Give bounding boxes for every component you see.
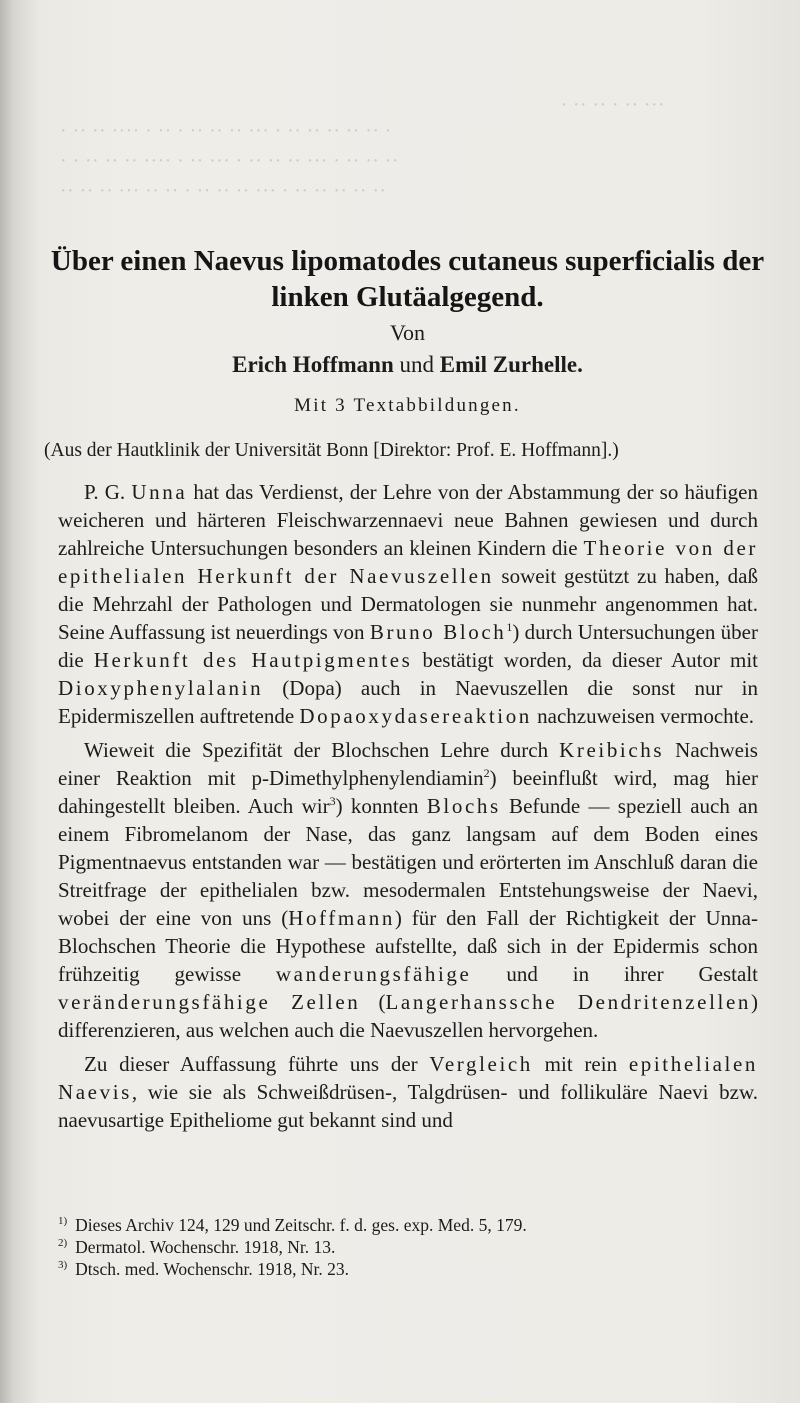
show-through-text: ··· ·· · ·· ·· · [560,94,665,116]
text-run: , wie sie als Schweißdrüsen-, Talgdrüsen- und follikuläre Naevi bzw. naevusartige Epitheliome gut bekannt sind und [58,1080,758,1132]
spaced-emphasis: Bruno Bloch [369,620,507,644]
spaced-emphasis: Dopaoxydasereaktion [299,704,532,728]
footnote-text: Dtsch. med. Wochenschr. 1918, Nr. 23. [75,1259,350,1279]
text-run: Wieweit die Spezifität der Blochschen Lehre durch [84,738,560,762]
author-zurhelle: Emil Zurhelle. [439,352,583,377]
spaced-emphasis: epithelialen Naevis [58,1052,758,1104]
footnotes [58,1214,738,1280]
byline-von: Von [389,320,426,345]
title-line-2: linken Glutäalgegend. [271,281,544,313]
text-run: P. G. [84,480,132,504]
text-run: ) durch Untersuchungen über die [58,620,758,672]
footnote-text: Dermatol. Wochenschr. 1918, Nr. 13. [75,1237,336,1257]
spaced-emphasis: Unna [131,480,188,504]
text-run: Nachweis einer Reaktion mit p-Dimethylphenylendiamin [58,738,758,790]
spaced-emphasis: Herkunft des Hautpigmentes [93,648,413,672]
spaced-emphasis: veränderungsfähige Zellen [58,990,361,1014]
text-run: ) konnten [335,794,427,818]
paragraph [58,1050,758,1134]
text-run: ) beeinflußt wird, mag hier dahingestellt bleiben. Auch wir [58,766,758,818]
text-run: ) differenzieren, aus welchen auch die Naevuszellen hervorgehen. [58,990,758,1042]
text-run: ) für den Fall der Richtigkeit der Unna-Blochschen Theorie die Hypothese aufstellte, daß sich in der Epidermis schon frühzeitig gewisse [58,906,758,986]
footnote [58,1258,738,1280]
text-run: und in ihrer Gestalt [471,962,758,986]
show-through-text: ·· ·· ·· ··· ·· ·· · ·· ·· ·· ··· · ·· ·· ·· ·· ·· [60,180,387,202]
footnote-text: Dieses Archiv 124, 129 und Zeitschr. f. d. ges. exp. Med. 5, 179. [75,1215,527,1235]
footnote-ref: 3 [329,794,336,808]
footnote [58,1214,738,1236]
text-run: Zu dieser Auffassung führte uns der [84,1052,430,1076]
affiliation: (Aus der Hautklinik der Universität Bonn [Direktor: Prof. E. Hoffmann].) [44,440,619,461]
spaced-emphasis: wanderungsfähige [275,962,472,986]
footnote [58,1236,738,1258]
footnote-number: 3) [58,1259,68,1272]
figures-note: Mit 3 Textabbildungen. [294,395,521,416]
text-run: nachzuweisen vermochte. [531,704,755,728]
footnote-number: 2) [58,1237,68,1250]
title-line-1: Über einen Naevus lipomatodes cutaneus superficialis der [50,245,765,277]
text-run: Befunde — speziell auch an einem Fibromelanom der Nase, das ganz langsam auf dem Boden eines Pigmentnaevus entstanden war — bestätigen und erörterten im Anschluß daran die Streitfrage der epithelialen bzw. mesodermalen Entstehungsweise der Naevi, wobei der eine von uns ( [58,794,758,930]
show-through-text: · ·· ·· ···· · ·· · ·· ·· ·· ··· · ·· ·· ·· ·· ·· · [60,120,392,142]
article-title [50,243,765,315]
spaced-emphasis: Dioxyphenylalanin [58,676,264,700]
spaced-emphasis: Hoffmann [288,906,395,930]
spaced-emphasis: Kreibichs [559,738,665,762]
text-run: hat das Verdienst, der Lehre von der Abstammung der so häufigen weicheren und härteren Fleischwarzennaevi neue Bahnen gewiesen und durch zahlreiche Untersuchungen besonders an kleinen Kindern die [58,480,758,560]
text-run: mit rein [532,1052,629,1076]
spaced-emphasis: Langerhanssche Dendritenzellen [385,990,751,1014]
spaced-emphasis: Blochs [426,794,501,818]
spaced-emphasis: Theorie von der epithelialen Herkunft der Naevuszellen [58,536,758,588]
footnote-number: 1) [58,1215,68,1228]
footnote-ref: 1 [506,620,513,634]
text-run: ( [360,990,386,1014]
footnote-ref: 2 [483,766,490,780]
author-conjunction: und [393,352,440,377]
text-run: bestätigt worden, da dieser Autor mit [412,648,759,672]
spaced-emphasis: Vergleich [429,1052,533,1076]
author-hoffmann: Erich Hoffmann [232,352,394,377]
show-through-text: · · ·· ·· ·· ···· · ·· ··· · ·· ·· ·· ··· · ·· ·· ·· [60,150,399,172]
paragraph [58,736,758,1044]
paragraph [58,478,758,730]
text-run: soweit gestützt zu haben, daß die Mehrzahl der Pathologen und Dermatologen sie nunmehr angenommen hat. Seine Auffassung ist neuerdings von [58,564,758,644]
body-text [58,478,758,1140]
text-run: (Dopa) auch in Naevuszellen die sonst nur in Epidermiszellen auftretende [58,676,758,728]
author-line [50,352,765,378]
